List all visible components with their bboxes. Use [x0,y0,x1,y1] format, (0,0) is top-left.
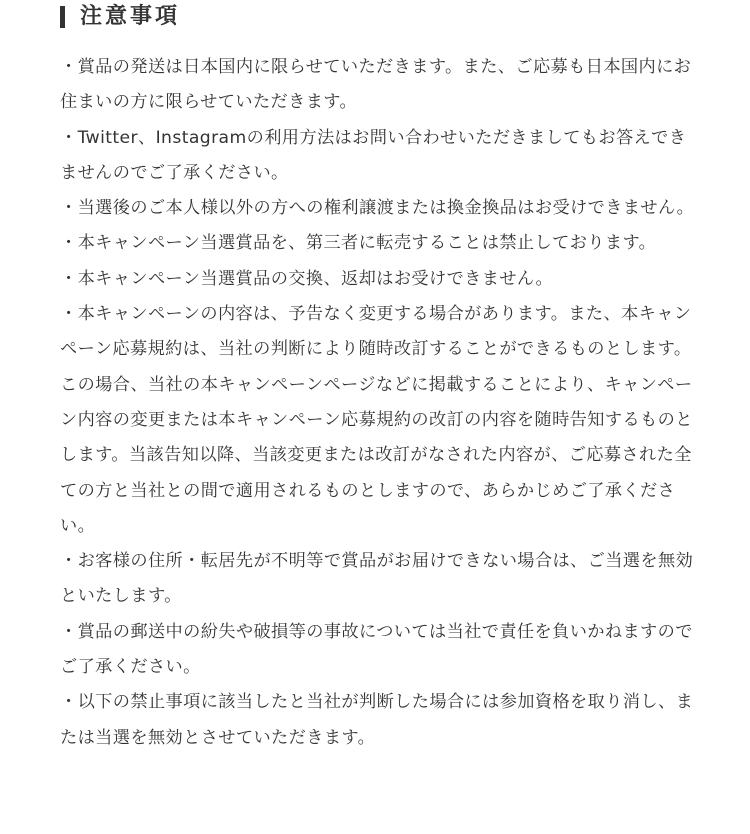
note-item-prohibited: ・以下の禁止事項に該当したと当社が判断した場合には参加資格を取り消し、または当選を無効とさせていただきます。 [60,692,694,748]
section-heading [60,2,180,32]
note-item-exchange: ・本キャンペーン当選賞品の交換、返却はお受けできません。 [60,268,554,289]
note-item-shipping: ・賞品の発送は日本国内に限らせていただきます。また、ご応募も日本国内にお住まいの方に限らせていただきます。 [60,57,692,113]
note-item-shipping-accident: ・賞品の郵送中の紛失や破損等の事故については当社で責任を負いかねますのでご了承ください。 [60,621,693,678]
note-item-address: ・お客様の住所・転居先が不明等で賞品がお届けできない場合は、ご当選を無効といたします。 [60,551,694,607]
notes-list [60,50,696,756]
note-item-sns-usage: ・Twitter、Instagramの利用方法はお問い合わせいただきましてもお答えできませんのでご了承ください。 [60,127,687,183]
heading-title: 注意事項 [80,4,181,29]
note-item-transfer: ・当選後のご本人様以外の方への権利譲渡または換金換品はお受けできません。 [60,198,695,219]
note-item-resale: ・本キャンペーン当選賞品を、第三者に転売することは禁止しております。 [60,233,657,254]
heading-accent-bar [60,6,65,28]
note-item-changes: ・本キャンペーンの内容は、予告なく変更する場合があります。また、本キャンペーン応募規約は、当社の判断により随時改訂することができるものとします。この場合、当社の本キャンペーンページなどに掲載することにより、キャンペーン内容の変更または本キャンペーン応募規約の改訂の内容を随時告知するものとします。当該告知以降、当該変更または改訂がなされた内容が、ご応募された全ての方と当社との間で適用されるものとしますので、あらかじめご了承ください。 [60,304,693,536]
